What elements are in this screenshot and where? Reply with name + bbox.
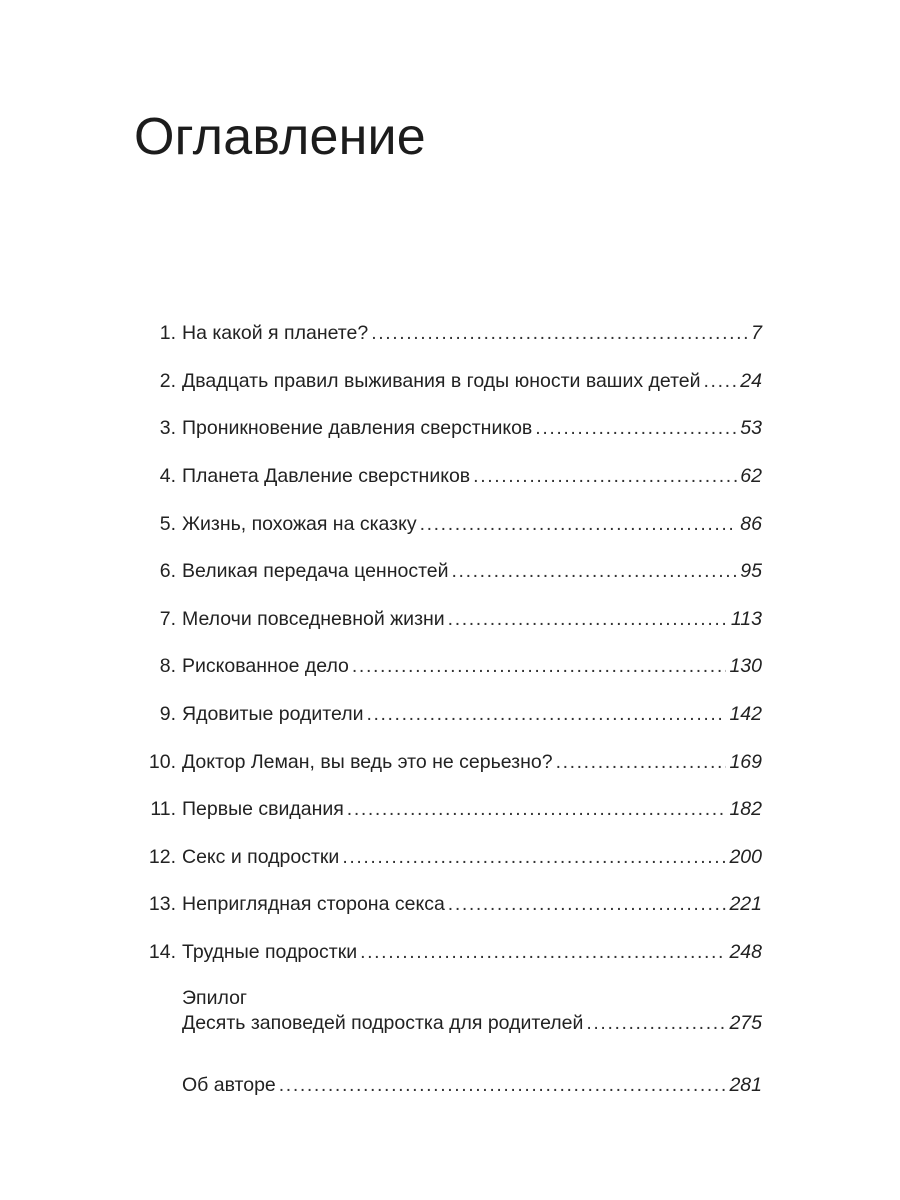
toc-entry-title: Жизнь, похожая на сказку bbox=[182, 512, 417, 535]
toc-entry-title: Планета Давление сверстников bbox=[182, 465, 471, 488]
toc-entry-6[interactable] bbox=[140, 548, 762, 596]
toc-entry-page: 24 bbox=[740, 369, 762, 392]
epilogue-heading: Эпилог bbox=[182, 987, 248, 1010]
toc-entry-5[interactable] bbox=[140, 500, 762, 548]
toc-entry-page: 130 bbox=[729, 655, 762, 678]
toc-entry-8[interactable] bbox=[140, 643, 762, 691]
toc-entry-number: 6. bbox=[159, 560, 176, 583]
toc-entry-title: Ядовитые родители bbox=[182, 703, 364, 726]
toc-entry-page: 7 bbox=[751, 322, 762, 345]
epilogue-title: Десять заповедей подростка для родителей bbox=[182, 1012, 584, 1035]
toc-entry-page: 53 bbox=[740, 417, 762, 440]
toc-entry-title: Неприглядная сторона секса bbox=[182, 893, 445, 916]
toc-entry-page: 86 bbox=[740, 512, 762, 535]
toc-entry-title: Трудные подростки bbox=[182, 941, 358, 964]
toc-entry-page: 142 bbox=[729, 703, 762, 726]
dot-leader bbox=[371, 322, 748, 345]
toc-entry-page: 169 bbox=[729, 750, 762, 773]
toc-entry-number: 14. bbox=[148, 941, 176, 964]
dot-leader bbox=[704, 370, 738, 393]
toc-entry-page: 248 bbox=[729, 941, 762, 964]
epilogue-page: 275 bbox=[729, 1012, 762, 1035]
toc-entry-number: 1. bbox=[159, 322, 176, 345]
dot-leader bbox=[448, 608, 728, 631]
toc-entry-title: Доктор Леман, вы ведь это не серьезно? bbox=[182, 750, 553, 773]
toc-entry-page: 95 bbox=[740, 560, 762, 583]
toc-entry-9[interactable] bbox=[140, 691, 762, 739]
page-title: Оглавление bbox=[134, 108, 426, 166]
toc-entry-2[interactable] bbox=[140, 358, 762, 406]
toc-entry-title: На какой я планете? bbox=[182, 322, 369, 345]
toc-entry-title: Секс и подростки bbox=[182, 845, 340, 868]
toc-entry-page: 113 bbox=[730, 607, 762, 630]
toc-entry-number: 13. bbox=[148, 893, 176, 916]
toc-entry-number: 12. bbox=[148, 845, 176, 868]
toc-entry-number: 4. bbox=[159, 465, 176, 488]
dot-leader bbox=[352, 655, 727, 678]
about-author-title: Об авторе bbox=[182, 1074, 276, 1097]
toc-entry-title: Великая передача ценностей bbox=[182, 560, 449, 583]
toc-entry-title: Мелочи повседневной жизни bbox=[182, 607, 445, 630]
toc-entry-11[interactable] bbox=[140, 786, 762, 834]
toc-entry-12[interactable] bbox=[140, 834, 762, 882]
about-author-page: 281 bbox=[729, 1074, 762, 1097]
toc-entry-page: 200 bbox=[729, 845, 762, 868]
dot-leader bbox=[556, 751, 727, 774]
toc-entry-title: Двадцать правил выживания в годы юности ваших детей bbox=[182, 369, 701, 392]
dot-leader bbox=[535, 417, 737, 440]
toc-entry-number: 3. bbox=[159, 417, 176, 440]
toc-entry-number: 7. bbox=[159, 607, 176, 630]
toc-entry-10[interactable] bbox=[140, 738, 762, 786]
toc-entry-title: Первые свидания bbox=[182, 798, 344, 821]
toc-entry-number: 9. bbox=[159, 703, 176, 726]
toc-entry-number: 8. bbox=[159, 655, 176, 678]
dot-leader bbox=[420, 513, 738, 536]
dot-leader bbox=[360, 941, 726, 964]
toc-entry-title: Проникновение давления сверстников bbox=[182, 417, 533, 440]
toc-entry-14[interactable] bbox=[140, 929, 762, 977]
toc-entry-number: 10. bbox=[148, 750, 176, 773]
dot-leader bbox=[347, 798, 727, 821]
toc-entry-number: 11. bbox=[150, 798, 176, 821]
toc-entry-page: 221 bbox=[729, 893, 762, 916]
toc-entry-1[interactable] bbox=[140, 310, 762, 358]
toc-entry-13[interactable] bbox=[140, 881, 762, 929]
dot-leader bbox=[452, 560, 738, 583]
toc-entry-epilogue[interactable] bbox=[140, 976, 762, 1046]
toc-entry-3[interactable] bbox=[140, 405, 762, 453]
toc-entry-about-author[interactable] bbox=[140, 1066, 762, 1108]
toc-entry-number: 5. bbox=[159, 512, 176, 535]
dot-leader bbox=[342, 846, 726, 869]
toc-entry-number: 2. bbox=[159, 369, 176, 392]
dot-leader bbox=[586, 1012, 726, 1035]
toc-entry-title: Рискованное дело bbox=[182, 655, 349, 678]
dot-leader bbox=[473, 465, 737, 488]
toc-entry-page: 62 bbox=[740, 465, 762, 488]
dot-leader bbox=[448, 893, 727, 916]
toc-entry-page: 182 bbox=[729, 798, 762, 821]
dot-leader bbox=[366, 703, 726, 726]
dot-leader bbox=[279, 1074, 727, 1097]
toc-entry-7[interactable] bbox=[140, 596, 762, 644]
toc-entry-4[interactable] bbox=[140, 453, 762, 501]
table-of-contents bbox=[140, 310, 762, 1108]
